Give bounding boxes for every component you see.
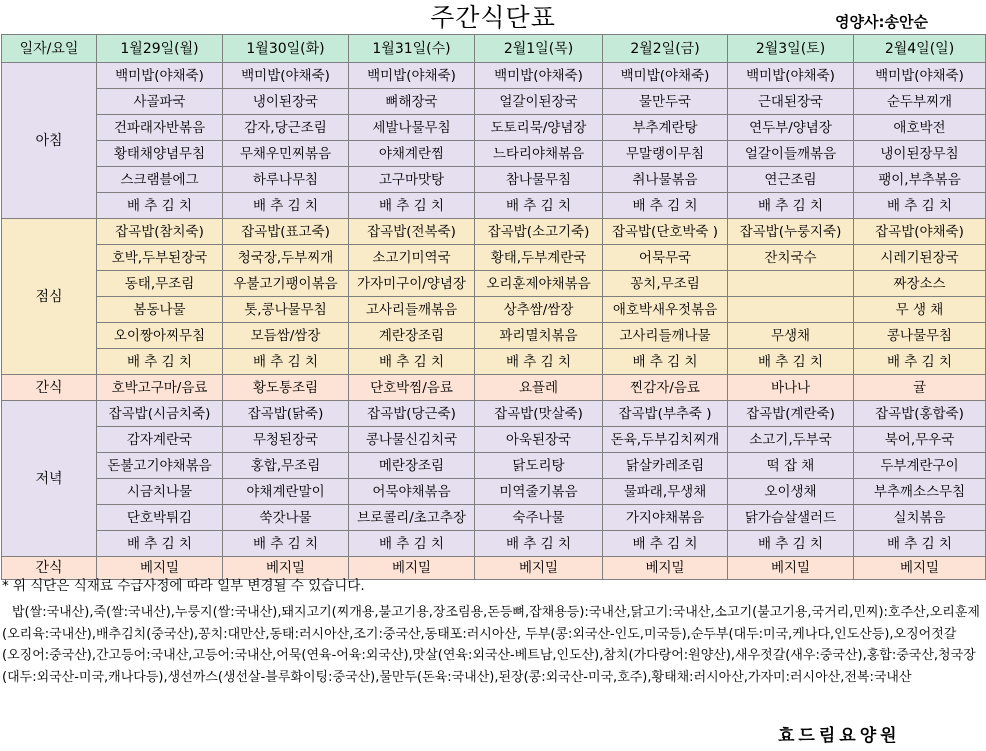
menu-cell: 취나물볶음 <box>603 167 728 193</box>
menu-cell: 베지밀 <box>728 557 854 580</box>
menu-cell: 동태,무조림 <box>97 271 223 297</box>
menu-cell: 콩나물무침 <box>854 323 986 349</box>
header-date-day: 일자/요일 <box>2 35 97 63</box>
menu-row <box>2 297 986 323</box>
menu-cell: 야채계란찜 <box>349 141 475 167</box>
menu-cell: 백미밥(야채죽) <box>854 63 986 89</box>
menu-cell: 부추깨소스무침 <box>854 479 986 505</box>
menu-cell: 세발나물무침 <box>349 115 475 141</box>
menu-cell: 무말랭이무침 <box>603 141 728 167</box>
menu-cell: 고구마맛탕 <box>349 167 475 193</box>
menu-cell: 연근조림 <box>728 167 854 193</box>
menu-cell: 떡 잡 채 <box>728 453 854 479</box>
menu-cell: 요플레 <box>475 375 603 401</box>
menu-cell: 우불고기팽이볶음 <box>223 271 349 297</box>
menu-cell: 상추쌈/쌈장 <box>475 297 603 323</box>
menu-row <box>2 505 986 531</box>
menu-cell: 무청된장국 <box>223 427 349 453</box>
menu-cell: 물만두국 <box>603 89 728 115</box>
menu-cell: 오리훈제야채볶음 <box>475 271 603 297</box>
menu-cell: 가지야채볶음 <box>603 505 728 531</box>
menu-cell: 소고기미역국 <box>349 245 475 271</box>
change-notice: * 위 식단은 식재료 수급사정에 따라 일부 변경될 수 있습니다. <box>2 578 365 594</box>
menu-body <box>2 63 986 580</box>
menu-cell: 숙주나물 <box>475 505 603 531</box>
menu-cell: 모듬쌈/쌈장 <box>223 323 349 349</box>
menu-cell: 참나물무침 <box>475 167 603 193</box>
menu-cell: 닭도리탕 <box>475 453 603 479</box>
menu-cell: 냉이된장국 <box>223 89 349 115</box>
menu-cell: 배 추 김 치 <box>603 193 728 219</box>
menu-cell: 베지밀 <box>97 557 223 580</box>
menu-cell: 콩나물신김치국 <box>349 427 475 453</box>
menu-cell: 배 추 김 치 <box>728 531 854 557</box>
meal-label: 아침 <box>2 63 97 219</box>
header-day-7: 2월4일(일) <box>854 35 986 63</box>
menu-cell: 잡곡밥(참치죽) <box>97 219 223 245</box>
menu-cell: 배 추 김 치 <box>854 349 986 375</box>
menu-cell: 잡곡밥(부추죽 ) <box>603 401 728 427</box>
menu-cell: 배 추 김 치 <box>97 349 223 375</box>
menu-cell: 잡곡밥(시금치죽) <box>97 401 223 427</box>
menu-cell: 시레기된장국 <box>854 245 986 271</box>
menu-cell: 배 추 김 치 <box>349 193 475 219</box>
menu-cell: 오이생채 <box>728 479 854 505</box>
menu-cell: 잡곡밥(당근죽) <box>349 401 475 427</box>
menu-cell: 배 추 김 치 <box>475 531 603 557</box>
menu-cell: 단호박튀김 <box>97 505 223 531</box>
menu-cell: 얼갈이들깨볶음 <box>728 141 854 167</box>
menu-cell: 백미밥(야채죽) <box>223 63 349 89</box>
menu-cell: 스크램블에그 <box>97 167 223 193</box>
menu-row <box>2 531 986 557</box>
menu-cell: 베지밀 <box>349 557 475 580</box>
menu-cell: 베지밀 <box>603 557 728 580</box>
menu-cell: 도토리묵/양념장 <box>475 115 603 141</box>
menu-cell: 건파래자반볶음 <box>97 115 223 141</box>
menu-cell: 꽁치,무조림 <box>603 271 728 297</box>
menu-row <box>2 453 986 479</box>
menu-cell: 잡곡밥(맛살죽) <box>475 401 603 427</box>
menu-cell: 베지밀 <box>475 557 603 580</box>
menu-cell: 백미밥(야채죽) <box>349 63 475 89</box>
menu-cell: 감자계란국 <box>97 427 223 453</box>
menu-cell: 백미밥(야채죽) <box>475 63 603 89</box>
menu-row <box>2 427 986 453</box>
menu-cell: 북어,무우국 <box>854 427 986 453</box>
menu-cell: 연두부/양념장 <box>728 115 854 141</box>
menu-cell: 오이짱아찌무침 <box>97 323 223 349</box>
menu-cell: 무채우민찌볶음 <box>223 141 349 167</box>
menu-cell: 무 생 채 <box>854 297 986 323</box>
menu-cell: 배 추 김 치 <box>854 531 986 557</box>
header-day-5: 2월2일(금) <box>603 35 728 63</box>
menu-row <box>2 271 986 297</box>
menu-cell: 어묵야채볶음 <box>349 479 475 505</box>
menu-cell: 배 추 김 치 <box>349 349 475 375</box>
menu-cell: 하루나무침 <box>223 167 349 193</box>
nutritionist-label: 영양사:송안순 <box>835 13 928 31</box>
menu-row <box>2 167 986 193</box>
header-day-1: 1월29일(월) <box>97 35 223 63</box>
header-day-6: 2월3일(토) <box>728 35 854 63</box>
menu-cell: 야채계란말이 <box>223 479 349 505</box>
menu-cell: 잡곡밥(표고죽) <box>223 219 349 245</box>
menu-row <box>2 401 986 427</box>
menu-cell: 배 추 김 치 <box>475 349 603 375</box>
menu-cell: 잡곡밥(홍합죽) <box>854 401 986 427</box>
menu-cell: 배 추 김 치 <box>97 193 223 219</box>
meal-label: 점심 <box>2 219 97 375</box>
header-day-4: 2월1일(목) <box>475 35 603 63</box>
menu-cell: 계란장조림 <box>349 323 475 349</box>
menu-row <box>2 63 986 89</box>
meal-label: 간식 <box>2 557 97 580</box>
menu-cell: 배 추 김 치 <box>854 193 986 219</box>
menu-cell: 소고기,두부국 <box>728 427 854 453</box>
menu-cell: 잡곡밥(전복죽) <box>349 219 475 245</box>
menu-cell: 가자미구이/양념장 <box>349 271 475 297</box>
menu-cell: 잡곡밥(계란죽) <box>728 401 854 427</box>
menu-cell: 느타리야채볶음 <box>475 141 603 167</box>
menu-cell: 배 추 김 치 <box>475 193 603 219</box>
menu-cell: 잡곡밥(누룽지죽) <box>728 219 854 245</box>
meal-label: 간식 <box>2 375 97 401</box>
origin-info: 밥(쌀:국내산),죽(쌀:국내산),누룽지(쌀:국내산),돼지고기(찌개용,불고기용,장조림용,돈등뼈,잡채용등):국내산,닭고기:국내산,소고기(불고기용,국거리,민찌):호주산,오리훈제(오리육:국내산),배추김치(중국산),꽁치:대만산,동태:러시아산,조기:중국산,동태포:러시아산, 두부(콩:외국산-인도,미국등),순두부(대두:미국,케나다,인도산등),오징어젓갈(오징어:중국산),간고등어:국내산,고등어:국내산,어묵(연육-어육:외국산),맛살(연육:외국산-베트남,인도산),참치(가다랑어:원양산),새우젓갈(새우:중국산),홍합:중국산,청국장(대두:외국산-미국,캐나다등),생선까스(생선살-블루화이팅:중국산),물만두(돈육:국내산),된장(콩:외국산-미국,호주),황태채:러시아산,가자미:러시아산,전복:국내산 <box>2 605 980 685</box>
menu-cell: 배 추 김 치 <box>349 531 475 557</box>
menu-row <box>2 115 986 141</box>
menu-cell: 순두부찌개 <box>854 89 986 115</box>
menu-cell: 감자,당근조림 <box>223 115 349 141</box>
menu-cell: 부추계란탕 <box>603 115 728 141</box>
menu-cell: 무생채 <box>728 323 854 349</box>
menu-cell: 잡곡밥(닭죽) <box>223 401 349 427</box>
menu-cell: 호박고구마/음료 <box>97 375 223 401</box>
menu-cell <box>728 297 854 323</box>
menu-cell: 배 추 김 치 <box>728 193 854 219</box>
menu-cell: 뼈해장국 <box>349 89 475 115</box>
menu-row <box>2 323 986 349</box>
meal-label: 저녁 <box>2 401 97 557</box>
menu-cell: 꽈리멸치볶음 <box>475 323 603 349</box>
menu-cell: 물파래,무생채 <box>603 479 728 505</box>
menu-cell <box>728 271 854 297</box>
menu-cell: 배 추 김 치 <box>603 349 728 375</box>
header-day-3: 1월31일(수) <box>349 35 475 63</box>
menu-cell: 배 추 김 치 <box>728 349 854 375</box>
menu-cell: 황도통조림 <box>223 375 349 401</box>
menu-row <box>2 375 986 401</box>
menu-cell: 톳,콩나물무침 <box>223 297 349 323</box>
menu-cell: 근대된장국 <box>728 89 854 115</box>
menu-cell: 고사리들깨나물 <box>603 323 728 349</box>
menu-cell: 잔치국수 <box>728 245 854 271</box>
menu-row <box>2 141 986 167</box>
menu-cell: 잡곡밥(소고기죽) <box>475 219 603 245</box>
menu-cell: 배 추 김 치 <box>223 531 349 557</box>
menu-cell: 팽이,부추볶음 <box>854 167 986 193</box>
menu-cell: 배 추 김 치 <box>223 349 349 375</box>
menu-cell: 돈육,두부김치찌개 <box>603 427 728 453</box>
menu-cell: 두부계란구이 <box>854 453 986 479</box>
page-title: 주간식단표 <box>430 3 556 32</box>
menu-cell: 바나나 <box>728 375 854 401</box>
menu-cell: 호박,두부된장국 <box>97 245 223 271</box>
menu-cell: 찐감자/음료 <box>603 375 728 401</box>
header-row <box>2 35 986 63</box>
menu-cell: 잡곡밥(단호박죽 ) <box>603 219 728 245</box>
header-day-2: 1월30일(화) <box>223 35 349 63</box>
menu-cell: 황태,두부계란국 <box>475 245 603 271</box>
menu-row <box>2 349 986 375</box>
facility-name: 효드림요양원 <box>778 726 901 746</box>
menu-row <box>2 479 986 505</box>
menu-cell: 백미밥(야채죽) <box>97 63 223 89</box>
menu-cell: 실치볶음 <box>854 505 986 531</box>
weekly-menu-table <box>1 34 986 580</box>
menu-cell: 어묵무국 <box>603 245 728 271</box>
menu-cell: 황태채양념무침 <box>97 141 223 167</box>
menu-cell: 닭살카레조림 <box>603 453 728 479</box>
menu-row <box>2 245 986 271</box>
menu-cell: 고사리들깨볶음 <box>349 297 475 323</box>
menu-cell: 베지밀 <box>854 557 986 580</box>
menu-cell: 사골파국 <box>97 89 223 115</box>
menu-cell: 얼갈이된장국 <box>475 89 603 115</box>
menu-cell: 미역줄기볶음 <box>475 479 603 505</box>
menu-row <box>2 193 986 219</box>
menu-cell: 백미밥(야채죽) <box>603 63 728 89</box>
menu-cell: 베지밀 <box>223 557 349 580</box>
menu-cell: 잡곡밥(야채죽) <box>854 219 986 245</box>
menu-cell: 시금치나물 <box>97 479 223 505</box>
menu-cell: 귤 <box>854 375 986 401</box>
menu-cell: 단호박찜/음료 <box>349 375 475 401</box>
menu-row <box>2 219 986 245</box>
menu-cell: 메란장조림 <box>349 453 475 479</box>
menu-cell: 냉이된장무침 <box>854 141 986 167</box>
menu-cell: 아욱된장국 <box>475 427 603 453</box>
menu-cell: 애호박전 <box>854 115 986 141</box>
menu-cell: 닭가슴살샐러드 <box>728 505 854 531</box>
menu-cell: 쑥갓나물 <box>223 505 349 531</box>
menu-cell: 배 추 김 치 <box>223 193 349 219</box>
menu-cell: 배 추 김 치 <box>97 531 223 557</box>
menu-cell: 홍합,무조림 <box>223 453 349 479</box>
menu-cell: 청국장,두부찌개 <box>223 245 349 271</box>
menu-cell: 브로콜리/초고추장 <box>349 505 475 531</box>
menu-row <box>2 89 986 115</box>
menu-cell: 배 추 김 치 <box>603 531 728 557</box>
menu-cell: 백미밥(야채죽) <box>728 63 854 89</box>
menu-cell: 짜장소스 <box>854 271 986 297</box>
menu-cell: 애호박새우젓볶음 <box>603 297 728 323</box>
menu-cell: 봄동나물 <box>97 297 223 323</box>
menu-cell: 돈불고기야채볶음 <box>97 453 223 479</box>
